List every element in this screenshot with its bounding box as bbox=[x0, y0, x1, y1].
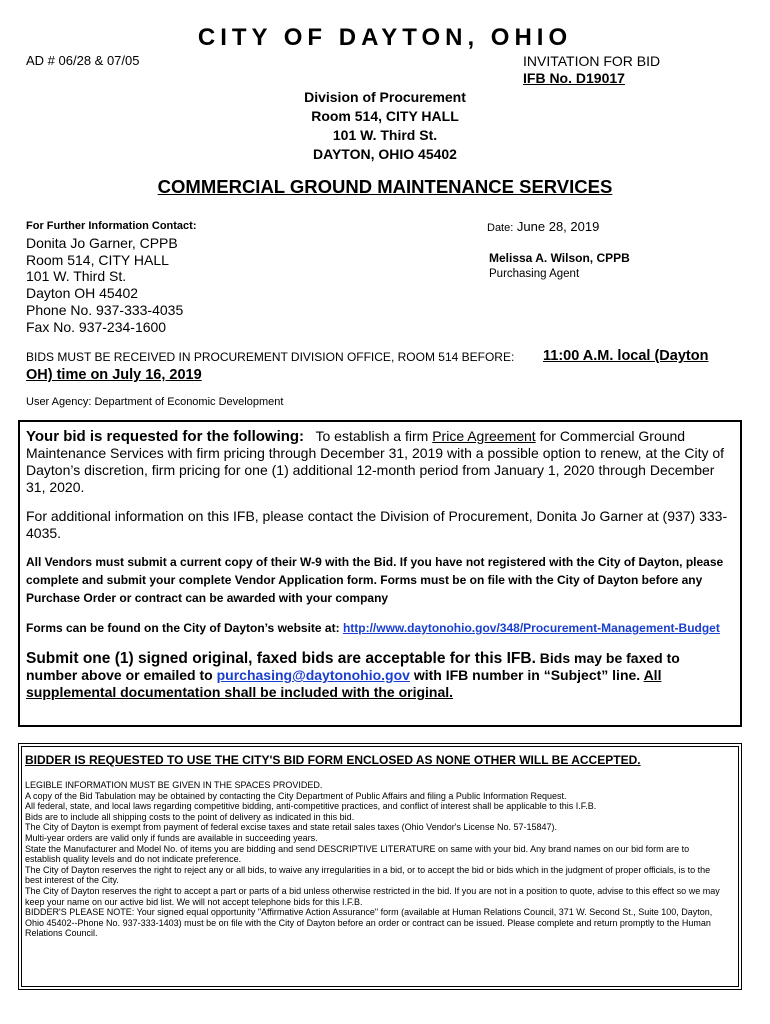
submit-rest: Bids may be faxed to number above or emailed to bbox=[26, 650, 680, 683]
request-intro: To establish a firm bbox=[315, 428, 429, 444]
contact-street: 101 W. Third St. bbox=[26, 268, 127, 285]
request-box bbox=[18, 420, 742, 727]
contact-name: Donita Jo Garner, CPPB bbox=[26, 235, 178, 251]
terms-line: The City of Dayton reserves the right to accept a part or parts of a bid unless otherwise restricted in the bid. If you are not in a position to quote, advise to this effect so we may keep your name on our active bid list. We will not accept telephone bids for this I.F.B. bbox=[25, 885, 720, 907]
division-address bbox=[0, 88, 770, 164]
ifb-number: IFB No. D19017 bbox=[523, 70, 625, 86]
forms-note bbox=[26, 620, 730, 636]
ad-number: AD # 06/28 & 07/05 bbox=[26, 53, 140, 68]
invitation-label: INVITATION FOR BID bbox=[523, 53, 661, 69]
email-link[interactable]: purchasing@daytonohio.gov bbox=[216, 667, 410, 683]
division-room: Room 514, CITY HALL bbox=[311, 108, 459, 124]
terms-line: A copy of the Bid Tabulation may be obtained by contacting the City Department of Public Affairs and filing a Public Information Request. bbox=[25, 790, 567, 801]
date-row bbox=[487, 219, 599, 234]
terms-line: All federal, state, and local laws regarding competitive bidding, anti-competitive practices, and conflict of interest shall be applicable to this I.F.B. bbox=[25, 801, 597, 812]
agent-name: Melissa A. Wilson, CPPB bbox=[489, 251, 630, 265]
date-label: Date: bbox=[487, 222, 514, 234]
contact-note: For additional information on this IFB, please contact the Division of Procurement, Donita Jo Garner at (937) 333-4035. bbox=[26, 508, 728, 541]
deadline-time: 11:00 A.M. local (Dayton bbox=[543, 348, 709, 364]
division-city: DAYTON, OHIO 45402 bbox=[313, 146, 457, 162]
document-title: COMMERCIAL GROUND MAINTENANCE SERVICES bbox=[157, 176, 613, 197]
terms-line: Multi-year orders are valid only if funds are available in succeeding years. bbox=[25, 832, 318, 843]
submit-note bbox=[26, 650, 730, 701]
contact-city: Dayton OH 45402 bbox=[26, 285, 139, 302]
contact-room: Room 514, CITY HALL bbox=[26, 251, 169, 268]
request-body: for Commercial Ground Maintenance Services with firm pricing through December 31, 2019 with a possible option to renew, at the City of Dayton’s discretion, firm pricing for one (1) additional 12-month period from January 1, 2020 through December 31, 2020. bbox=[26, 428, 725, 495]
contact-fax: Fax No. 937-234-1600 bbox=[26, 318, 167, 335]
terms-line: The City of Dayton reserves the right to reject any or all bids, to waive any irregularities in a bid, or to accept the bid or bids which in the judgment of proper officials, is to the best interest of the City. bbox=[25, 864, 711, 886]
contact-block bbox=[26, 235, 183, 335]
supplemental-note: All supplemental documentation shall be included with the original. bbox=[26, 667, 662, 700]
submit-subject: with IFB number in “Subject” line. bbox=[413, 667, 641, 683]
request-paragraph bbox=[26, 428, 730, 496]
user-agency: User Agency: Department of Economic Development bbox=[26, 396, 284, 408]
terms-box bbox=[18, 743, 742, 990]
deadline-text: BIDS MUST BE RECEIVED IN PROCUREMENT DIVISION OFFICE, ROOM 514 BEFORE: bbox=[26, 350, 515, 364]
contact-phone: Phone No. 937-333-4035 bbox=[26, 301, 184, 318]
terms-line: The City of Dayton is exempt from payment of federal excise taxes and state retail sales taxes (Ohio Vendor's License No. 57-15847). bbox=[25, 822, 557, 833]
price-agreement: Price Agreement bbox=[432, 428, 536, 444]
contact-label: For Further Information Contact: bbox=[26, 220, 197, 232]
terms-line: LEGIBLE INFORMATION MUST BE GIVEN IN THE SPACES PROVIDED. bbox=[25, 780, 323, 790]
w9-note: All Vendors must submit a current copy of their W-9 with the Bid. If you have not registered with the City of Dayton, please complete and submit your complete Vendor Application form. Forms must be on file with the City of Dayton before any Purchase Order or contract can be awarded with your company bbox=[26, 555, 724, 605]
terms-line: BIDDER'S PLEASE NOTE: Your signed equal opportunity "Affirmative Action Assurance" form (available at Human Relations Council, 371 W. Second St., Suite 100, Dayton, Ohio 45402--Phone No. 937-333-1403) must be on file with the City of Dayton before an order or contract can be issued. Please complete and return promptly to the Human Relations Council. bbox=[25, 907, 713, 939]
submit-lead: Submit one (1) signed original, faxed bids are acceptable for this IFB. bbox=[26, 650, 536, 667]
division-name: Division of Procurement bbox=[304, 89, 466, 105]
division-street: 101 W. Third St. bbox=[332, 127, 438, 143]
terms-line: State the Manufacturer and Model No. of items you are bidding and send DESCRIPTIVE LITERATURE on same with your bid. Any brand names on our bid form are to establish quality levels and do not indicate preference. bbox=[25, 843, 690, 865]
request-lead: Your bid is requested for the following: bbox=[26, 428, 305, 445]
forms-text: Forms can be found on the City of Dayton’s website at: bbox=[26, 621, 340, 635]
date-value: June 28, 2019 bbox=[516, 219, 600, 234]
deadline-date: OH) time on July 16, 2019 bbox=[26, 367, 202, 383]
agent-title: Purchasing Agent bbox=[489, 268, 580, 280]
city-title: CITY OF DAYTON, OHIO bbox=[197, 24, 573, 51]
bid-form-heading: BIDDER IS REQUESTED TO USE THE CITY'S BID FORM ENCLOSED AS NONE OTHER WILL BE ACCEPTED. bbox=[25, 753, 641, 767]
forms-link[interactable]: http://www.daytonohio.gov/348/Procurement-Management-Budget bbox=[342, 621, 720, 635]
terms-line: Bids are to include all shipping costs to the point of delivery as indicated in this bid. bbox=[25, 811, 355, 822]
